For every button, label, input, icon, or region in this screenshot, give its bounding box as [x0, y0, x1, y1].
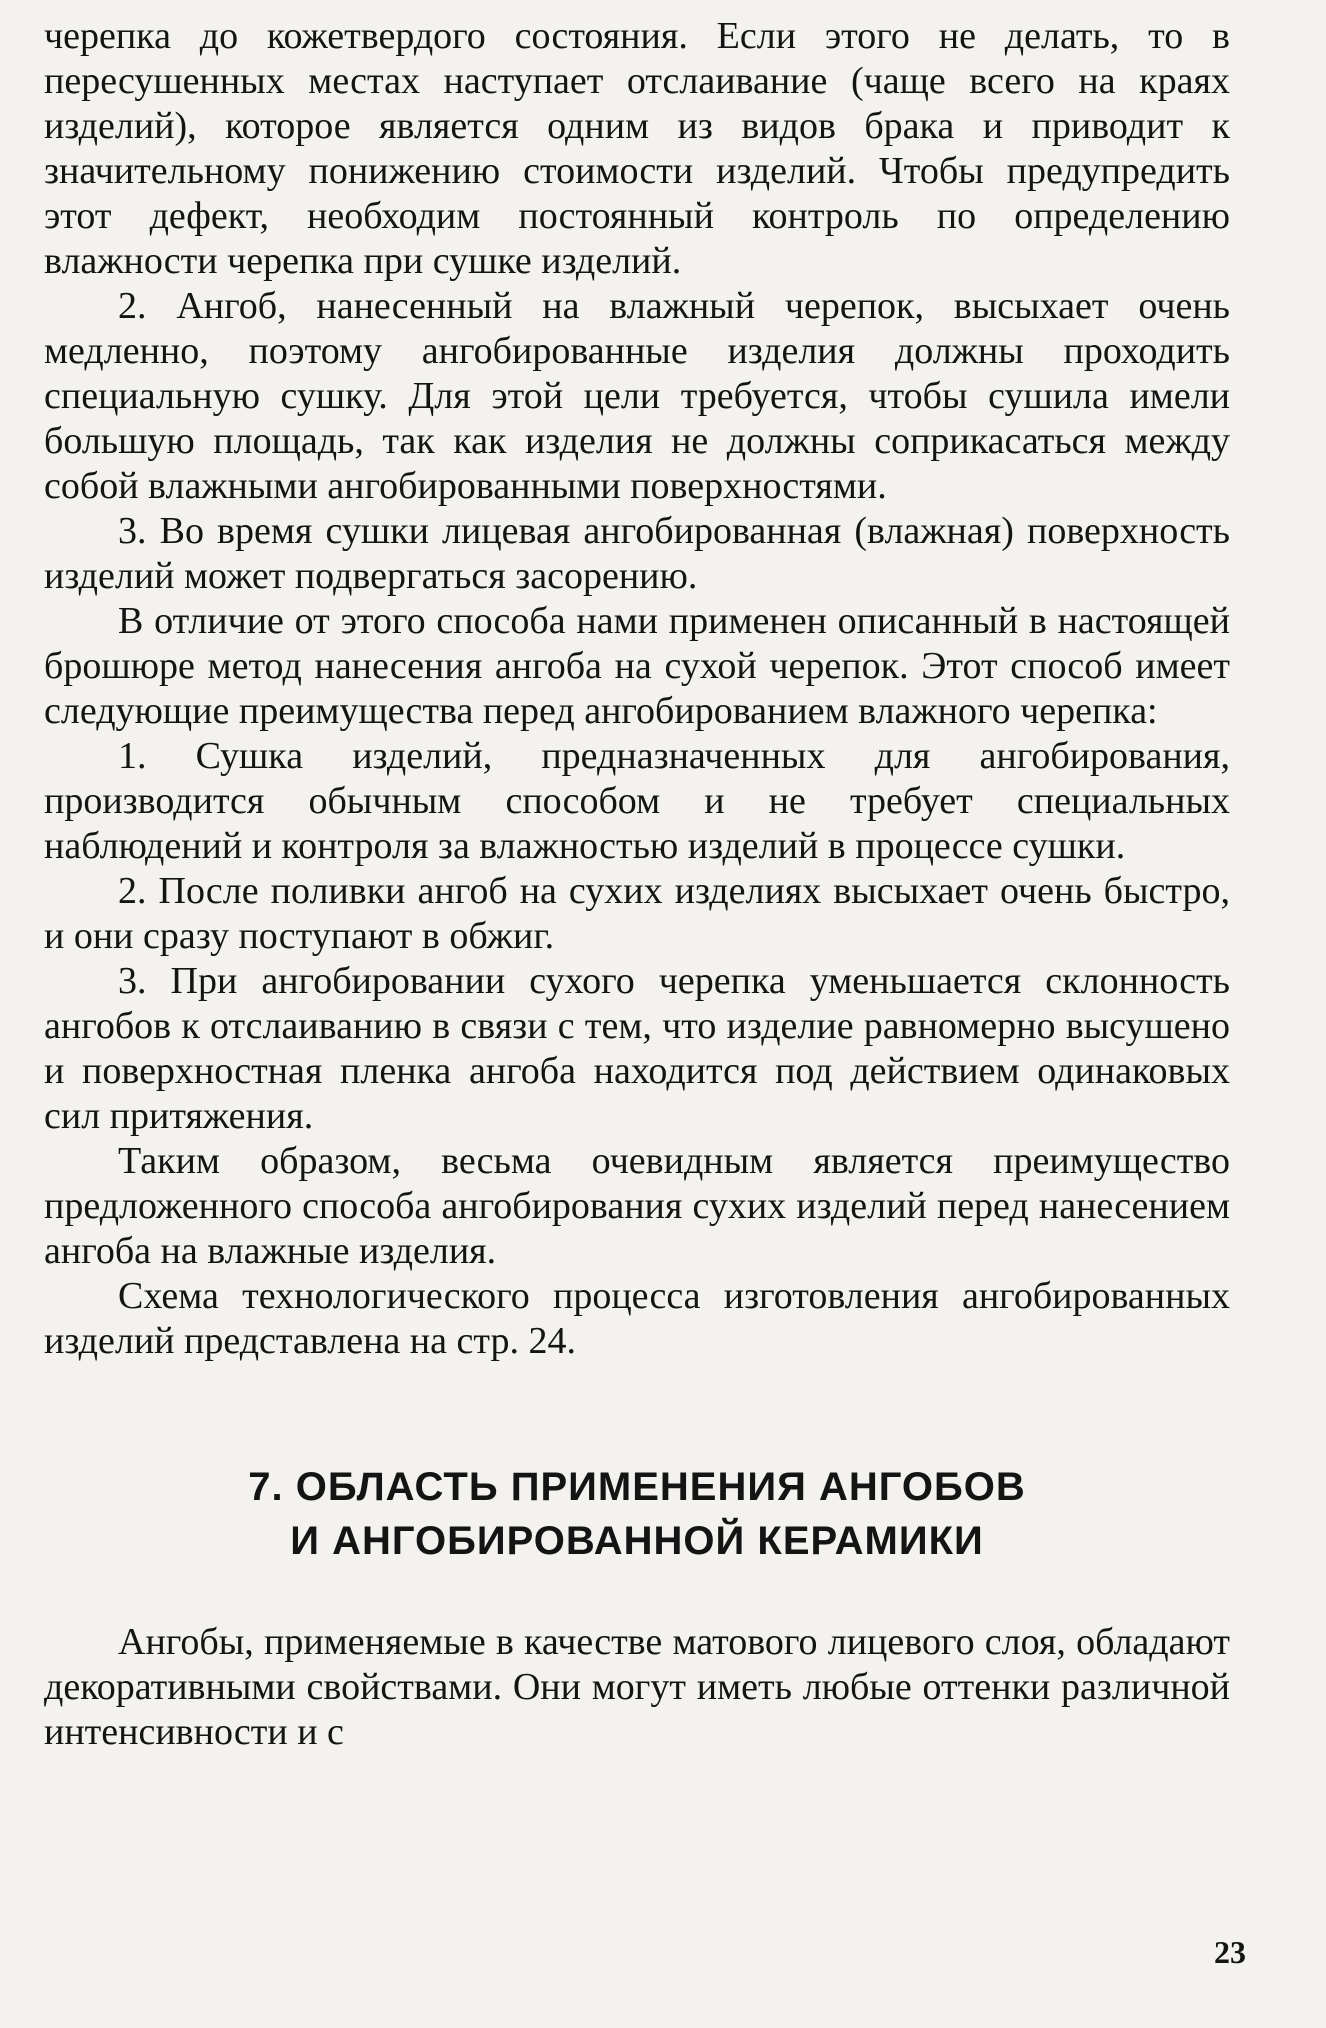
paragraph-advantage-3: 3. При ангобировании сухого черепка уменьшается склонность ангобов к отслаиванию в связи с тем, что изделие равномерно высушено и поверхностная пленка ангоба находится под действием одинаковых сил притяжения. [44, 960, 1230, 1137]
paragraph-advantage-1: 1. Сушка изделий, предназначенных для ангобирования, производится обычным способом и не требует специальных наблюдений и контроля за влажностью изделий в процессе сушки. [44, 735, 1230, 867]
section-paragraph: Ангобы, применяемые в качестве матового лицевого слоя, обладают декоративными свойствами. Они могут иметь любые оттенки различной интенсивности и с [44, 1621, 1230, 1753]
paragraph-point-3: 3. Во время сушки лицевая ангобированная (влажная) поверхность изделий может подвергаться засорению. [44, 510, 1230, 597]
paragraph-continuation: черепка до кожетвердого состояния. Если этого не делать, то в пересушенных местах наступает отслаивание (чаще всего на краях изделий), которое является одним из видов брака и приводит к значительному понижению стоимости изделий. Чтобы предупредить этот дефект, необходим постоянный контроль по определению влажности черепка при сушке изделий. [44, 15, 1230, 282]
paragraph-point-2: 2. Ангоб, нанесенный на влажный черепок, высыхает очень медленно, поэтому ангобированные изделия должны проходить специальную сушку. Для этой цели требуется, чтобы сушила имели большую площадь, так как изделия не должны соприкасаться между собой влажными ангобированными поверхностями. [44, 285, 1230, 507]
section-heading-line-2: И АНГОБИРОВАННОЙ КЕРАМИКИ [290, 1519, 984, 1563]
paragraph-advantage-2: 2. После поливки ангоб на сухих изделиях высыхает очень быстро, и они сразу поступают в обжиг. [44, 870, 1230, 957]
section-heading-line-1: 7. ОБЛАСТЬ ПРИМЕНЕНИЯ АНГОБОВ [248, 1465, 1026, 1509]
paragraph-conclusion: Таким образом, весьма очевидным является преимущество предложенного способа ангобирования сухих изделий перед нанесением ангоба на влажные изделия. [44, 1140, 1230, 1272]
page-number: 23 [1214, 1934, 1246, 1970]
section-heading [44, 1460, 1230, 1568]
paragraph-dry-method-intro: В отличие от этого способа нами применен описанный в настоящей брошюре метод нанесения ангоба на сухой черепок. Этот способ имеет следующие преимущества перед ангобированием влажного черепка: [44, 600, 1230, 732]
paragraph-scheme-reference: Схема технологического процесса изготовления ангобированных изделий представлена на стр. 24. [44, 1275, 1230, 1362]
